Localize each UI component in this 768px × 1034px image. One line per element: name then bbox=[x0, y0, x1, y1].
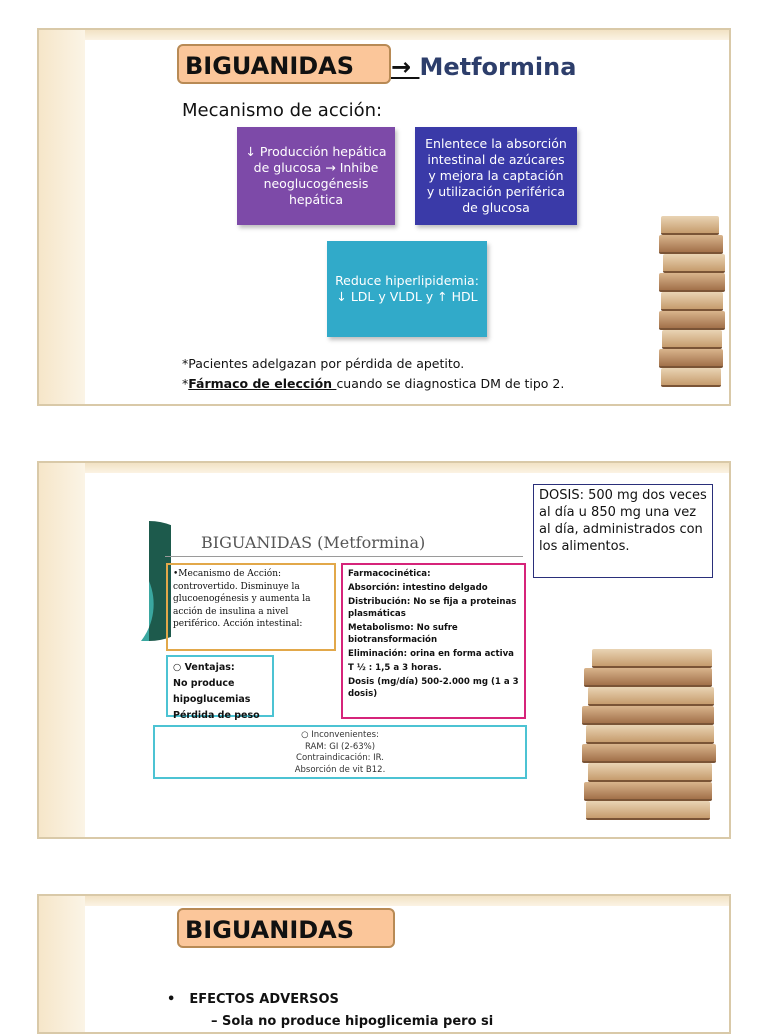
adverse-effects-sub: – Sola no produce hipoglicemia pero si bbox=[211, 1014, 494, 1029]
intestinal-absorption-box: Enlentece la absorción intestinal de azúcares y mejora la captación y utilización periférica de glucosa bbox=[415, 127, 577, 225]
slide-left-band bbox=[39, 30, 85, 404]
slide-top-band bbox=[39, 463, 729, 473]
title-drug bbox=[391, 52, 576, 82]
pk-line: Metabolismo: No sufre biotransformación bbox=[348, 623, 458, 645]
book-stack-icon bbox=[659, 216, 731, 386]
note-bold-phrase: Fármaco de elección bbox=[188, 376, 337, 391]
pk-line: Dosis (mg/día) 500-2.000 mg (1 a 3 dosis) bbox=[348, 677, 519, 699]
pk-line: Eliminación: orina en forma activa bbox=[348, 649, 514, 659]
mechanism-heading: Mecanismo de acción: bbox=[182, 100, 383, 121]
teal-arc-decoration bbox=[131, 521, 171, 641]
advantage-item: Pérdida de peso bbox=[173, 710, 260, 721]
slide-3 bbox=[37, 894, 731, 1034]
inconvenient-item: RAM: GI (2-63%) bbox=[304, 741, 376, 752]
inconvenient-item: Absorción de vit B12. bbox=[294, 764, 386, 775]
advantages-box bbox=[166, 655, 274, 721]
inconvenients-heading: ○ Inconvenientes: bbox=[301, 730, 379, 740]
dosage-comment-box: DOSIS: 500 mg dos veces al día u 850 mg una vez al día, administrados con los alimentos. bbox=[533, 484, 713, 578]
hyperlipidemia-box: Reduce hiperlipidemia: ↓ LDL y VLDL y ↑ HDL bbox=[327, 241, 487, 337]
note-drug-of-choice bbox=[182, 376, 564, 391]
pk-heading: Farmacocinética: bbox=[348, 569, 431, 579]
slide-body bbox=[85, 40, 729, 404]
book-stack-icon bbox=[582, 649, 722, 819]
slide-left-band bbox=[39, 463, 85, 837]
slide-1 bbox=[37, 28, 731, 406]
pharmacokinetics-box bbox=[341, 563, 526, 719]
slide-title bbox=[177, 44, 391, 84]
slide-title-text: BIGUANIDAS bbox=[185, 916, 355, 944]
advantages-heading: ○ Ventajas: bbox=[173, 662, 235, 673]
slide-top-band bbox=[39, 896, 729, 906]
pk-line: T ½ : 1,5 a 3 horas. bbox=[348, 663, 442, 673]
hepatic-production-box: ↓ Producción hepática de glucosa → Inhibe neoglucogénesis hepática bbox=[237, 127, 395, 225]
note-rest: cuando se diagnostica DM de tipo 2. bbox=[336, 376, 565, 391]
note-asterisk: * bbox=[182, 376, 189, 391]
note-weight-loss: *Pacientes adelgazan por pérdida de apetito. bbox=[182, 356, 465, 371]
slide-title-text: BIGUANIDAS bbox=[185, 52, 355, 80]
slide-2 bbox=[37, 461, 731, 839]
title-arrow: → bbox=[391, 53, 420, 81]
adverse-effects-heading: EFECTOS ADVERSOS bbox=[189, 992, 339, 1007]
pk-line: Distribución: No se fija a proteinas plasmáticas bbox=[348, 597, 517, 619]
slide-title bbox=[177, 908, 395, 948]
inconvenients-box bbox=[153, 725, 527, 779]
adverse-effects-bullet bbox=[167, 992, 339, 1007]
embedded-slide-title: BIGUANIDAS (Metformina) bbox=[201, 533, 426, 552]
slide-top-band bbox=[39, 30, 729, 40]
slide-left-band bbox=[39, 896, 85, 1032]
title-drug-text: Metformina bbox=[419, 53, 577, 81]
bullet-dot-icon: • bbox=[167, 992, 176, 1007]
mechanism-box: •Mecanismo de Acción: controvertido. Disminuye la glucoenogénesis y aumenta la acción de insulina a nivel periférico. Acción intestinal: bbox=[166, 563, 336, 651]
pk-line: Absorción: intestino delgado bbox=[348, 583, 488, 593]
advantage-item: No produce hipoglucemias bbox=[173, 678, 251, 705]
title-underline bbox=[165, 556, 523, 557]
inconvenient-item: Contraindicación: IR. bbox=[296, 753, 384, 763]
